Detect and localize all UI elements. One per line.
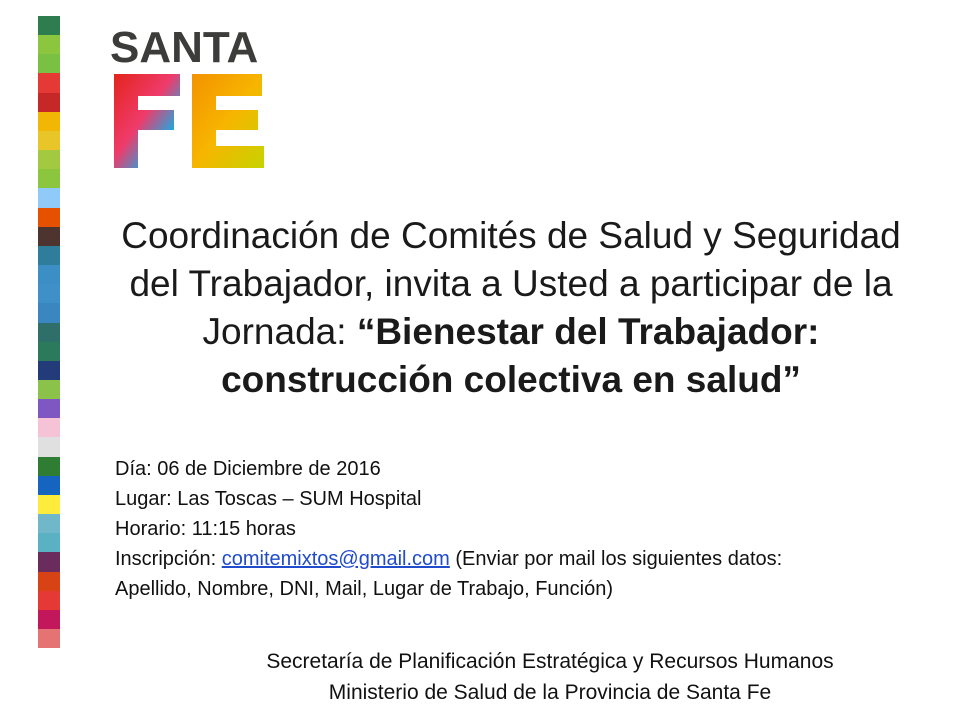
event-location: Lugar: Las Toscas – SUM Hospital	[115, 488, 422, 510]
registration-email-link[interactable]: comitemixtos@gmail.com	[221, 548, 450, 570]
event-details	[115, 454, 955, 604]
strip-segment	[38, 131, 60, 150]
footer-secretaria: Secretaría de Planificación Estratégica y Recursos Humanos	[266, 650, 834, 673]
strip-segment	[38, 16, 60, 35]
strip-segment	[38, 35, 60, 54]
title-event-name: “Bienestar del Trabajador: construcción colectiva en salud”	[221, 311, 820, 400]
strip-segment	[38, 361, 60, 380]
santa-fe-logo	[110, 22, 270, 172]
strip-segment	[38, 495, 60, 514]
event-time: Horario: 11:15 horas	[115, 518, 296, 540]
strip-segment	[38, 323, 60, 342]
decorative-color-strip	[38, 16, 60, 648]
strip-segment	[38, 437, 60, 456]
strip-segment	[38, 112, 60, 131]
strip-segment	[38, 629, 60, 648]
strip-segment	[38, 93, 60, 112]
strip-segment	[38, 54, 60, 73]
title-plain-text: Coordinación de Comités de Salud y Seguridad del Trabajador, invita a Usted a participar de la Jornada:	[121, 215, 901, 352]
registration-required-data: Apellido, Nombre, DNI, Mail, Lugar de Trabajo, Función)	[115, 578, 614, 600]
strip-segment	[38, 610, 60, 629]
strip-segment	[38, 572, 60, 591]
strip-segment	[38, 73, 60, 92]
strip-segment	[38, 591, 60, 610]
strip-segment	[38, 476, 60, 495]
strip-segment	[38, 514, 60, 533]
footer	[170, 646, 930, 708]
logo-letter-e	[192, 74, 264, 168]
strip-segment	[38, 188, 60, 207]
invitation-title	[96, 212, 926, 404]
strip-segment	[38, 399, 60, 418]
logo-letter-f	[114, 74, 180, 168]
strip-segment	[38, 533, 60, 552]
strip-segment	[38, 380, 60, 399]
strip-segment	[38, 265, 60, 284]
registration-label: Inscripción:	[115, 548, 222, 570]
strip-segment	[38, 303, 60, 322]
strip-segment	[38, 246, 60, 265]
strip-segment	[38, 284, 60, 303]
strip-segment	[38, 418, 60, 437]
footer-ministerio: Ministerio de Salud de la Provincia de Santa Fe	[328, 681, 772, 704]
strip-segment	[38, 227, 60, 246]
logo-word-santa: SANTA	[110, 23, 259, 72]
strip-segment	[38, 169, 60, 188]
event-registration	[115, 544, 955, 574]
strip-segment	[38, 150, 60, 169]
event-date: Día: 06 de Diciembre de 2016	[115, 458, 381, 480]
strip-segment	[38, 552, 60, 571]
strip-segment	[38, 457, 60, 476]
strip-segment	[38, 208, 60, 227]
strip-segment	[38, 342, 60, 361]
registration-note: (Enviar por mail los siguientes datos:	[449, 548, 783, 570]
